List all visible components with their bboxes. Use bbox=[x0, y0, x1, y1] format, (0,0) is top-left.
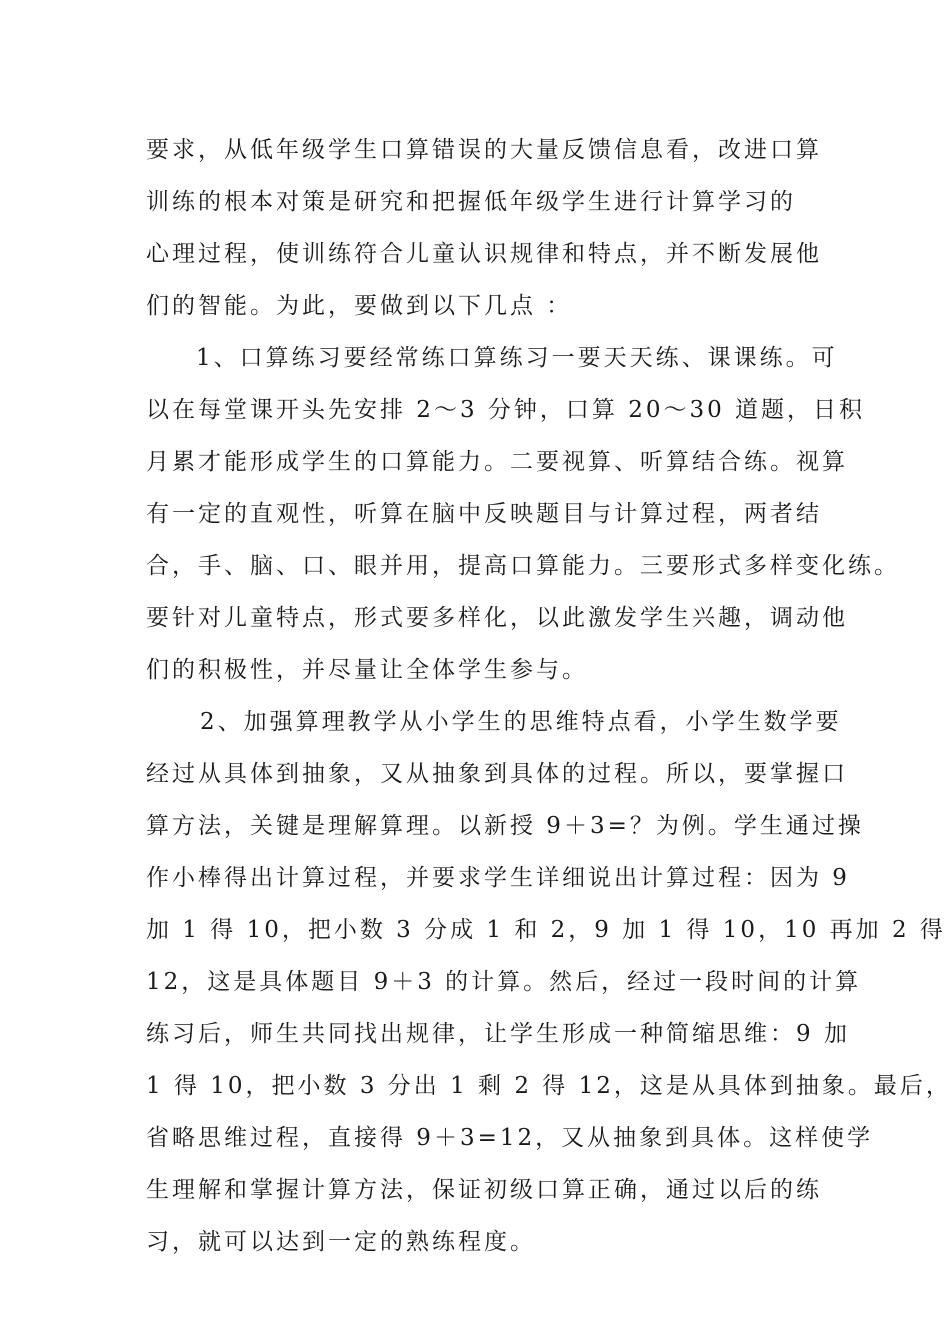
text-line: 经过从具体到抽象，又从抽象到具体的过程。所以，要掌握口 bbox=[146, 761, 848, 787]
text-line: 要针对儿童特点，形式要多样化，以此激发学生兴趣，调动他 bbox=[146, 605, 848, 631]
text-line: 心理过程，使训练符合儿童认识规律和特点，并不断发展他 bbox=[146, 241, 822, 267]
text-line: 要求，从低年级学生口算错误的大量反馈信息看，改进口算 bbox=[146, 137, 822, 163]
text-line: 作小棒得出计算过程，并要求学生详细说出计算过程：因为 9 bbox=[146, 865, 850, 891]
paragraph-2-first-line: 2、加强算理教学从小学生的思维特点看，小学生数学要 bbox=[200, 709, 842, 735]
text-line: 生理解和掌握计算方法，保证初级口算正确，通过以后的练 bbox=[146, 1177, 822, 1203]
text-line: 训练的根本对策是研究和把握低年级学生进行计算学习的 bbox=[146, 189, 796, 215]
text-line: 有一定的直观性，听算在脑中反映题目与计算过程，两者结 bbox=[146, 501, 822, 527]
text-line: 合，手、脑、口、眼并用，提高口算能力。三要形式多样变化练。 bbox=[146, 553, 900, 579]
text-line: 月累才能形成学生的口算能力。二要视算、听算结合练。视算 bbox=[146, 449, 848, 475]
text-line: 12，这是具体题目 9＋3 的计算。然后，经过一段时间的计算 bbox=[146, 969, 862, 995]
paragraph-1-first-line: 1、口算练习要经常练口算练习一要天天练、课课练。可 bbox=[196, 345, 838, 371]
text-line: 加 1 得 10，把小数 3 分成 1 和 2，9 加 1 得 10，10 再加 2 得 bbox=[146, 917, 946, 943]
text-line: 习，就可以达到一定的熟练程度。 bbox=[146, 1229, 536, 1255]
text-line: 算方法，关键是理解算理。以新授 9＋3=？为例。学生通过操 bbox=[146, 813, 864, 839]
text-line: 以在每堂课开头先安排 2～3 分钟，口算 20～30 道题，日积 bbox=[146, 397, 866, 423]
text-line: 们的积极性，并尽量让全体学生参与。 bbox=[146, 657, 588, 683]
text-line: 1 得 10，把小数 3 分出 1 剩 2 得 12，这是从具体到抽象。最后， bbox=[146, 1073, 952, 1099]
text-line: 们的智能。为此，要做到以下几点 ： bbox=[146, 293, 573, 319]
text-line: 省略思维过程，直接得 9＋3=12，又从抽象到具体。这样使学 bbox=[146, 1125, 874, 1151]
text-line: 练习后，师生共同找出规律，让学生形成一种简缩思维：9 加 bbox=[146, 1021, 850, 1047]
document-body bbox=[146, 128, 952, 1272]
